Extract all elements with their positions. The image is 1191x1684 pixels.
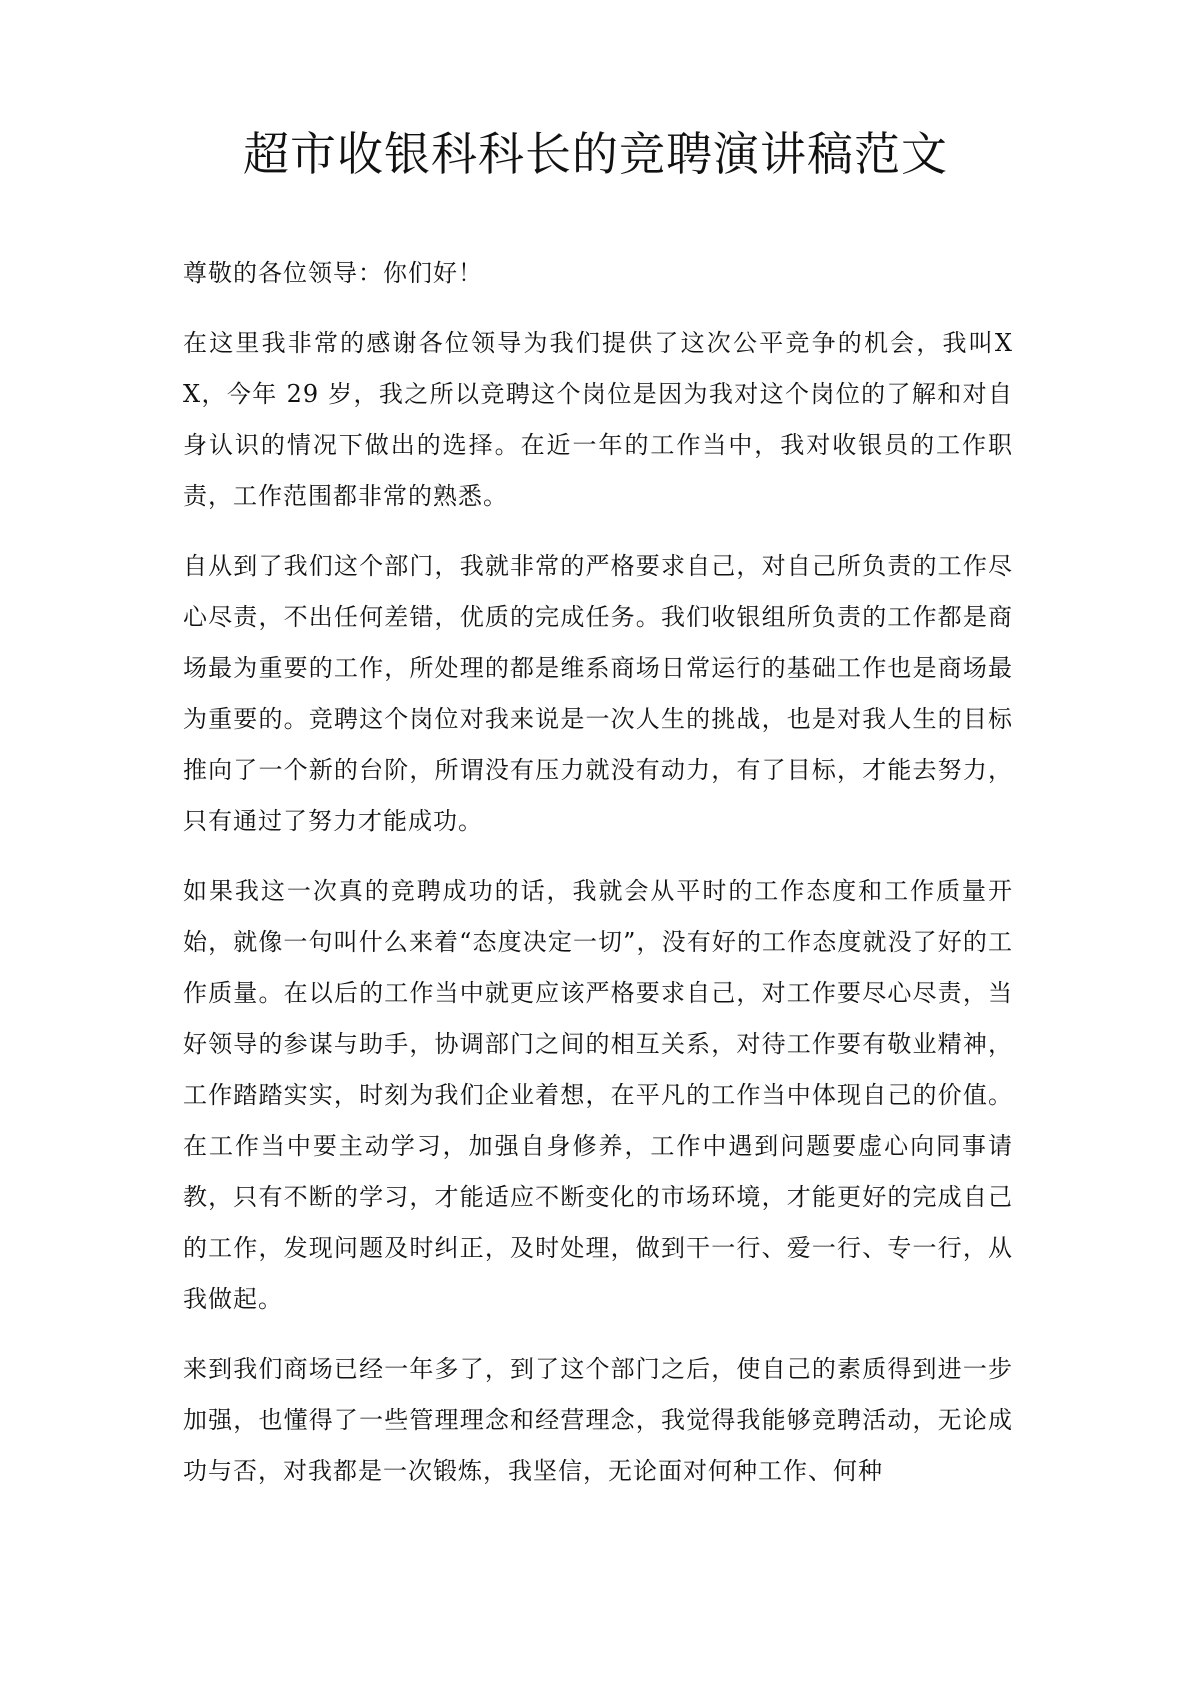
paragraph-greeting: 尊敬的各位领导：你们好！ xyxy=(183,259,483,287)
paragraph-future-plan: 如果我这一次真的竞聘成功的话，我就会从平时的工作态度和工作质量开始，就像一句叫什么来着“态度决定一切”，没有好的工作态度就没了好的工作质量。在以后的工作当中就更应该严格要求自己，对工作要尽心尽责，当好领导的参谋与助手，协调部门之间的相互关系，对待工作要有敬业精神，工作踏踏实实，时刻为我们企业着想，在平凡的工作当中体现自己的价值。在工作当中要主动学习，加强自身修养，工作中遇到问题要虚心向同事请教，只有不断的学习，才能适应不断变化的市场环境，才能更好的完成自己的工作，发现问题及时纠正，及时处理，做到干一行、爱一行、专一行，从我做起。 xyxy=(183,877,1013,1313)
paragraph-introduction: 在这里我非常的感谢各位领导为我们提供了这次公平竞争的机会，我叫XX，今年 29 岁，我之所以竞聘这个岗位是因为我对这个岗位的了解和对自身认识的情况下做出的选择。在近一年的工作当中，我对收银员的工作职责，工作范围都非常的熟悉。 xyxy=(183,329,1013,510)
document-title: 超市收银科科长的竞聘演讲稿范文 xyxy=(243,127,948,181)
paragraph-experience: 来到我们商场已经一年多了，到了这个部门之后，使自己的素质得到进一步加强，也懂得了一些管理理念和经营理念，我觉得我能够竞聘活动，无论成功与否，对我都是一次锻炼，我坚信，无论面对何种工作、何种 xyxy=(183,1355,1013,1485)
document-body xyxy=(183,248,1013,1516)
paragraph-work-attitude: 自从到了我们这个部门，我就非常的严格要求自己，对自己所负责的工作尽心尽责，不出任何差错，优质的完成任务。我们收银组所负责的工作都是商场最为重要的工作，所处理的都是维系商场日常运行的基础工作也是商场最为重要的。竞聘这个岗位对我来说是一次人生的挑战，也是对我人生的目标推向了一个新的台阶，所谓没有压力就没有动力，有了目标，才能去努力，只有通过了努力才能成功。 xyxy=(183,552,1013,835)
